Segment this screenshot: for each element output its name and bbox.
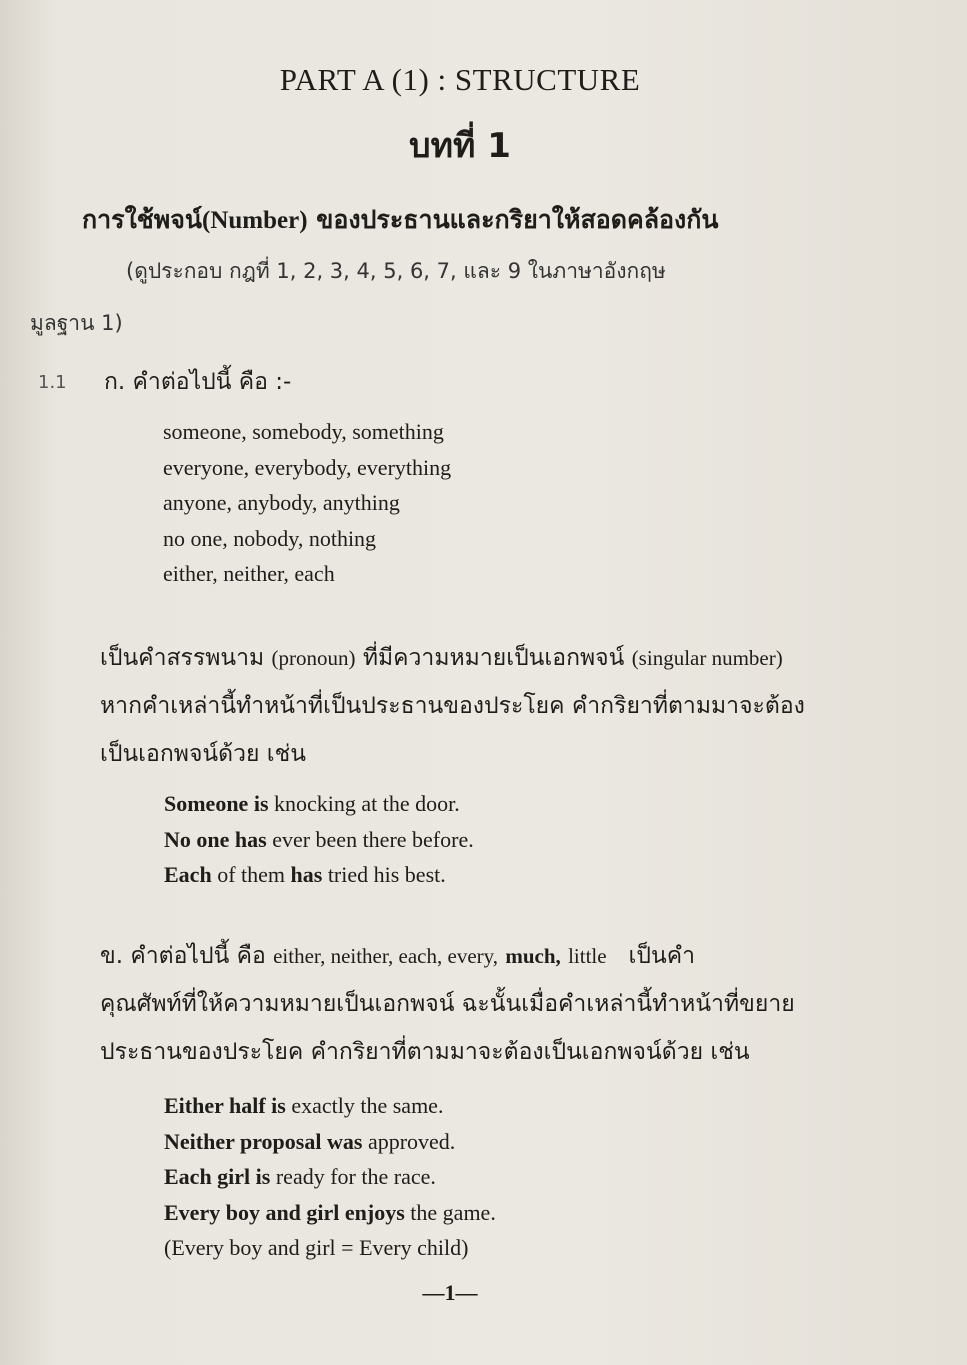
bold-subject: Each — [164, 862, 212, 887]
example-sentence — [164, 1088, 496, 1124]
bold-verb: has — [234, 826, 267, 852]
paragraph-line — [100, 932, 900, 980]
paragraph-line — [100, 634, 900, 682]
bold-verb: is — [255, 1164, 271, 1189]
bold-verb: is — [271, 1093, 286, 1118]
pronoun-word-list — [163, 414, 451, 592]
bold-subject: Each girl — [164, 1164, 251, 1189]
bold-verb: is — [253, 791, 269, 816]
example-sentence — [164, 1124, 496, 1160]
example-sentence — [164, 1195, 496, 1231]
example-text: exactly the same. — [285, 1093, 444, 1118]
example-sentence — [164, 1159, 496, 1195]
example-text: ever been there before. — [266, 826, 474, 852]
example-text: of them — [211, 862, 291, 887]
example-note: (Every boy and girl = Every child) — [164, 1235, 469, 1260]
item-number: 1.1 — [38, 372, 67, 393]
thai-text: ข. คำต่อไปนี้ คือ — [100, 943, 266, 969]
thai-text: เป็นคำสรรพนาม — [100, 645, 265, 671]
subsection-a-heading: ก. คำต่อไปนี้ คือ :- — [104, 369, 292, 395]
english-term: little — [568, 944, 607, 968]
bold-subject: Every boy and girl enjoys — [164, 1199, 405, 1225]
example-text: the game. — [404, 1199, 496, 1225]
thai-text: ที่มีความหมายเป็นเอกพจน์ — [362, 645, 625, 671]
english-term: (pronoun) — [271, 646, 356, 670]
example-text: approved. — [362, 1128, 456, 1154]
section-title — [82, 200, 718, 240]
example-text: ready for the race. — [270, 1164, 436, 1189]
english-term-bold: much, — [505, 944, 561, 968]
example-sentences-2 — [164, 1088, 496, 1266]
section-title-english: (Number) — [202, 207, 308, 234]
bold-subject: No one — [164, 826, 230, 852]
section-title-thai-start: การใช้พจน์ — [82, 205, 202, 234]
list-item: no one, nobody, nothing — [163, 525, 377, 551]
example-sentence — [164, 822, 474, 858]
list-item: everyone, everybody, everything — [163, 454, 452, 480]
paragraph-line: ประธานของประโยค คำกริยาที่ตามมาจะต้องเป็นเอกพจน์ด้วย เช่น — [100, 1039, 750, 1065]
bold-subject: Someone — [164, 791, 249, 816]
part-title: PART A (1) : STRUCTURE — [279, 62, 641, 97]
list-item: someone, somebody, something — [163, 419, 444, 444]
list-item: anyone, anybody, anything — [163, 490, 400, 515]
paragraph-line: หากคำเหล่านี้ทำหน้าที่เป็นประธานของประโยค คำกริยาที่ตามมาจะต้อง — [100, 693, 805, 719]
english-term: either, neither, each, every, — [273, 944, 499, 968]
example-sentence — [164, 786, 474, 822]
bold-subject: Either half — [164, 1093, 266, 1118]
explanation-paragraph-2 — [100, 932, 900, 1076]
lesson-heading: บทที่ 1 — [409, 126, 511, 166]
example-sentence — [164, 857, 474, 893]
bold-subject: Neither proposal — [164, 1128, 322, 1154]
paragraph-line: เป็นเอกพจน์ด้วย เช่น — [100, 741, 306, 767]
example-text: tried his best. — [322, 862, 446, 887]
thai-text: เป็นคำ — [628, 943, 696, 969]
section-title-thai-end: ของประธานและกริยาให้สอดคล้องกัน — [316, 205, 719, 234]
bold-verb: was — [326, 1128, 363, 1154]
reference-line: (ดูประกอบ กฎที่ 1, 2, 3, 4, 5, 6, 7, และ 9 ในภาษาอังกฤษ — [126, 259, 666, 283]
example-text: knocking at the door. — [268, 791, 460, 816]
explanation-paragraph-1 — [100, 634, 900, 778]
english-term: (singular number) — [631, 646, 783, 670]
reference-line-continued: มูลฐาน 1) — [30, 311, 123, 335]
paragraph-line: คุณศัพท์ที่ให้ความหมายเป็นเอกพจน์ ฉะนั้นเมื่อคำเหล่านี้ทำหน้าที่ขยาย — [100, 991, 795, 1017]
list-item: either, neither, each — [163, 561, 335, 586]
example-sentences-1 — [164, 786, 474, 893]
bold-verb: has — [290, 862, 323, 887]
page-number: —1— — [422, 1280, 478, 1305]
